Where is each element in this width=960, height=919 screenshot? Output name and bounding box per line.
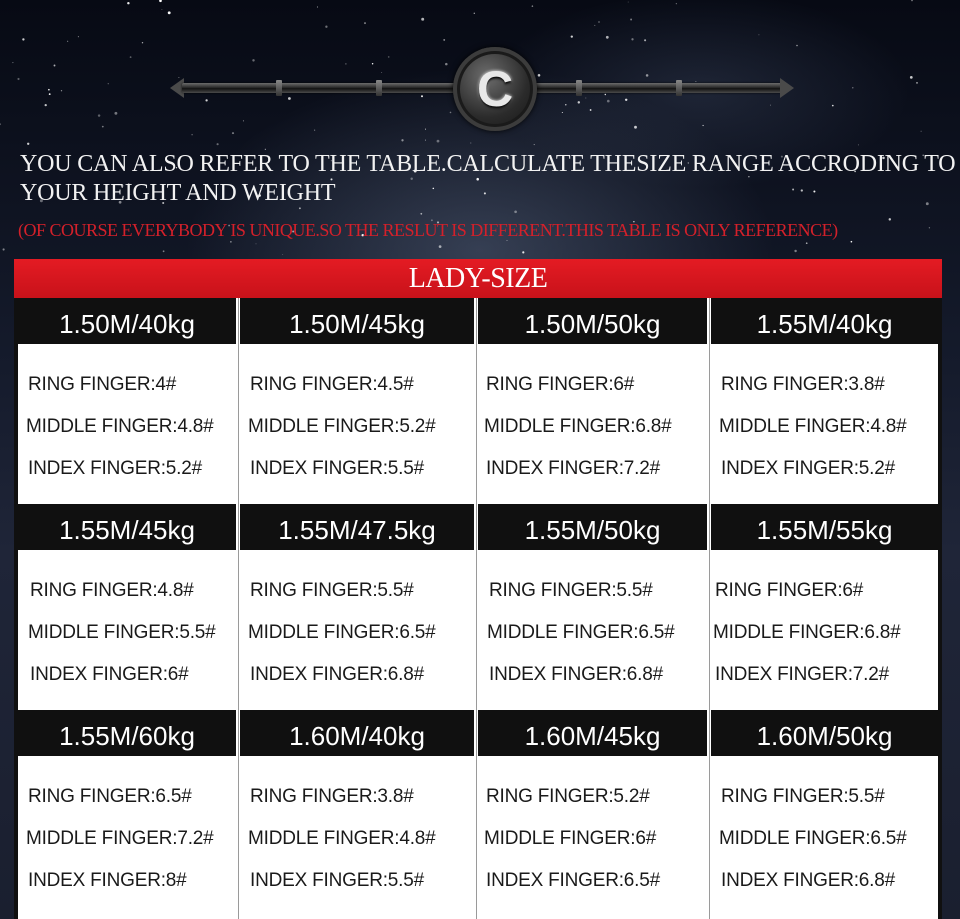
divider-stud	[376, 80, 382, 96]
index-finger-size: INDEX FINGER:6.8#	[489, 664, 663, 685]
size-cell	[478, 298, 707, 504]
star	[420, 213, 422, 215]
ring-finger-size: RING FINGER:6#	[715, 580, 864, 601]
size-cell	[711, 504, 938, 710]
ring-finger-size: RING FINGER:4#	[28, 374, 177, 395]
intro-heading-line-1: YOU CAN ALSO REFER TO THE TABLE.CALCULATE THESIZE RANGE ACCRODING TO	[20, 151, 956, 177]
ring-finger-size: RING FINGER:4.5#	[250, 374, 414, 395]
star	[598, 21, 600, 23]
size-cell-title: 1.55M/40kg	[711, 298, 938, 344]
star	[852, 87, 853, 88]
ring-finger-size: RING FINGER:3.8#	[721, 374, 885, 395]
intro-heading-line-2: YOUR HEIGHT AND WEIGHT	[20, 180, 336, 206]
star	[439, 245, 442, 248]
size-cell	[240, 298, 474, 504]
star	[317, 7, 318, 8]
reference-note: (OF COURSE EVERYBODY IS UNIQUE.SO THE RESLUT IS DIFFERENT.THIS TABLE IS ONLY REFERENCE)	[18, 220, 838, 240]
index-finger-size: INDEX FINGER:5.5#	[250, 458, 424, 479]
star	[858, 144, 859, 145]
index-finger-size: INDEX FINGER:5.2#	[721, 458, 895, 479]
star	[911, 0, 913, 1]
column-separator	[238, 298, 239, 919]
star	[522, 251, 524, 253]
star	[534, 144, 535, 145]
star	[796, 45, 798, 47]
star	[794, 250, 796, 252]
index-finger-size: INDEX FINGER:6.5#	[486, 870, 660, 891]
star	[61, 90, 62, 91]
star	[191, 134, 193, 136]
size-table	[14, 298, 942, 919]
divider-stud	[276, 80, 282, 96]
ring-finger-size: RING FINGER:5.2#	[486, 786, 650, 807]
star	[631, 38, 633, 40]
star	[325, 26, 327, 28]
ring-finger-size: RING FINGER:5.5#	[721, 786, 885, 807]
ring-finger-size: RING FINGER:6.5#	[28, 786, 192, 807]
size-cell	[240, 710, 474, 916]
ring-finger-size: RING FINGER:4.8#	[30, 580, 194, 601]
index-finger-size: INDEX FINGER:6#	[30, 664, 189, 685]
star	[806, 242, 808, 244]
ring-finger-size: RING FINGER:5.5#	[250, 580, 414, 601]
index-finger-size: INDEX FINGER:5.5#	[250, 870, 424, 891]
size-cell-title: 1.60M/40kg	[240, 710, 474, 756]
size-cell	[711, 298, 938, 504]
star	[676, 3, 677, 4]
divider-right-cap	[780, 78, 794, 98]
table-edge-left	[14, 298, 18, 919]
size-cell-title: 1.55M/60kg	[18, 710, 236, 756]
size-cell-title: 1.55M/55kg	[711, 504, 938, 550]
middle-finger-size: MIDDLE FINGER:6.5#	[487, 622, 675, 643]
size-cell	[18, 710, 236, 916]
star	[256, 243, 257, 244]
column-separator	[709, 298, 710, 919]
star	[159, 0, 162, 2]
star	[0, 123, 1, 125]
star	[12, 62, 13, 63]
size-cell-title: 1.50M/40kg	[18, 298, 236, 344]
star	[127, 2, 129, 4]
table-edge-right	[938, 298, 942, 919]
star	[606, 36, 609, 39]
star	[474, 13, 475, 14]
index-finger-size: INDEX FINGER:7.2#	[715, 664, 889, 685]
star	[54, 65, 56, 67]
star	[78, 36, 79, 37]
size-cell-title: 1.50M/50kg	[478, 298, 707, 344]
middle-finger-size: MIDDLE FINGER:6.8#	[713, 622, 901, 643]
star	[130, 56, 132, 58]
star	[3, 248, 5, 250]
size-cell	[18, 298, 236, 504]
size-cell	[711, 710, 938, 916]
column-separator	[476, 298, 477, 919]
star	[168, 11, 171, 14]
divider-stud	[676, 80, 682, 96]
c-emblem-icon	[453, 47, 537, 131]
middle-finger-size: MIDDLE FINGER:5.2#	[248, 416, 436, 437]
star	[470, 142, 471, 143]
middle-finger-size: MIDDLE FINGER:6#	[484, 828, 657, 849]
star	[163, 250, 165, 252]
middle-finger-size: MIDDLE FINGER:6.5#	[719, 828, 907, 849]
star	[364, 22, 366, 24]
star	[910, 76, 913, 79]
star	[49, 93, 51, 95]
ring-finger-size: RING FINGER:5.5#	[489, 580, 653, 601]
index-finger-size: INDEX FINGER:6.8#	[721, 870, 895, 891]
section-divider	[170, 47, 794, 133]
star	[571, 35, 573, 37]
middle-finger-size: MIDDLE FINGER:4.8#	[719, 416, 907, 437]
star	[916, 82, 918, 84]
star	[27, 143, 29, 145]
star	[421, 18, 424, 21]
index-finger-size: INDEX FINGER:7.2#	[486, 458, 660, 479]
middle-finger-size: MIDDLE FINGER:5.5#	[28, 622, 216, 643]
star	[161, 9, 162, 10]
lady-size-banner: LADY-SIZE	[14, 259, 942, 298]
index-finger-size: INDEX FINGER:5.2#	[28, 458, 202, 479]
size-cell	[478, 710, 707, 916]
star	[48, 89, 50, 91]
middle-finger-size: MIDDLE FINGER:6.5#	[248, 622, 436, 643]
star	[98, 114, 100, 116]
emblem-letter: C	[476, 61, 514, 117]
star	[425, 140, 426, 141]
star	[758, 34, 759, 35]
size-cell-title: 1.55M/45kg	[18, 504, 236, 550]
star	[45, 104, 47, 106]
size-cell-title: 1.60M/50kg	[711, 710, 938, 756]
middle-finger-size: MIDDLE FINGER:4.8#	[248, 828, 436, 849]
star	[594, 25, 595, 26]
star	[832, 105, 834, 107]
size-cell-title: 1.50M/45kg	[240, 298, 474, 344]
ring-finger-size: RING FINGER:3.8#	[250, 786, 414, 807]
index-finger-size: INDEX FINGER:6.8#	[250, 664, 424, 685]
size-cell-title: 1.60M/45kg	[478, 710, 707, 756]
star	[401, 139, 403, 141]
size-cell	[18, 504, 236, 710]
star	[108, 83, 109, 84]
index-finger-size: INDEX FINGER:8#	[28, 870, 187, 891]
star	[282, 254, 283, 255]
intro-heading	[20, 150, 956, 208]
star	[67, 41, 68, 42]
star	[628, 2, 629, 3]
star	[514, 210, 517, 213]
star	[17, 78, 19, 80]
star	[443, 39, 445, 41]
star	[437, 140, 440, 143]
size-cell	[240, 504, 474, 710]
middle-finger-size: MIDDLE FINGER:4.8#	[26, 416, 214, 437]
divider-stud	[576, 80, 582, 96]
size-cell	[478, 504, 707, 710]
middle-finger-size: MIDDLE FINGER:6.8#	[484, 416, 672, 437]
size-cell-title: 1.55M/50kg	[478, 504, 707, 550]
star	[102, 126, 104, 128]
middle-finger-size: MIDDLE FINGER:7.2#	[26, 828, 214, 849]
star	[921, 131, 922, 132]
star	[217, 143, 219, 145]
star	[532, 5, 534, 7]
star	[630, 19, 632, 21]
star	[22, 38, 24, 40]
star	[644, 39, 646, 41]
star	[114, 112, 117, 115]
ring-finger-size: RING FINGER:6#	[486, 374, 635, 395]
size-cell-title: 1.55M/47.5kg	[240, 504, 474, 550]
star	[142, 42, 143, 43]
